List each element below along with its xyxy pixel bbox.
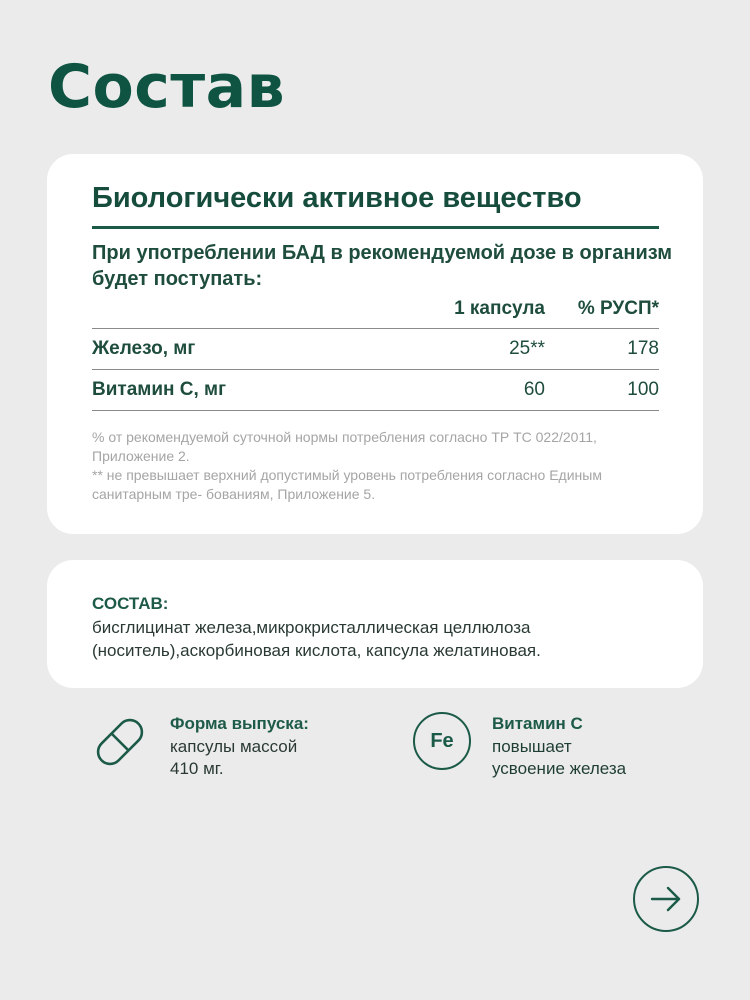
vitamin-c-text	[492, 736, 626, 780]
table-header	[92, 294, 659, 328]
nutrient-percent: 100	[627, 379, 659, 400]
vitamin-c-line-2: усвоение железа	[492, 759, 627, 778]
footnote-upper-limit: ** не превышает верхний допустимый уровень потребления согласно Единым санитарным тре- бованиям, Приложение 5.	[92, 467, 602, 502]
capsule-icon	[90, 712, 150, 772]
composition-card	[47, 560, 703, 688]
column-header-capsule: 1 капсула	[454, 298, 545, 319]
release-form-line-2: 410 мг.	[170, 759, 224, 778]
nutrient-amount: 25**	[509, 338, 545, 359]
composition-label: СОСТАВ:	[92, 594, 169, 613]
vitamin-c-line-1: повышает	[492, 737, 572, 756]
nutrient-name: Витамин С, мг	[92, 379, 227, 400]
table-row	[92, 328, 659, 369]
fe-symbol: Fe	[413, 712, 471, 770]
page-title: Состав	[48, 52, 286, 122]
footnotes	[92, 428, 672, 504]
active-substance-title: Биологически активное вещество	[92, 182, 582, 214]
active-substance-card	[47, 154, 703, 534]
fe-icon	[413, 712, 473, 772]
release-form-text	[170, 736, 297, 780]
composition-text: бисглицинат железа,микрокристаллическая целлюлоза (носитель),аскорбиновая кислота, капсула желатиновая.	[92, 618, 541, 660]
nutrient-name: Железо, мг	[92, 338, 196, 359]
title-divider	[92, 226, 659, 229]
column-header-rusp: % РУСП*	[577, 298, 659, 319]
next-button[interactable]	[633, 866, 699, 932]
nutrient-amount: 60	[523, 379, 545, 400]
dose-subtitle: При употреблении БАД в рекомендуемой дозе в организм будет поступать:	[92, 242, 672, 290]
arrow-right-icon	[648, 881, 684, 917]
release-form-line-1: капсулы массой	[170, 737, 298, 756]
release-form-title: Форма выпуска:	[170, 714, 309, 733]
nutrient-percent: 178	[627, 338, 659, 359]
table-row	[92, 369, 659, 411]
nutrient-table	[92, 294, 659, 411]
vitamin-c-title: Витамин С	[492, 714, 583, 733]
footnote-rusp: % от рекомендуемой суточной нормы потребления согласно ТР ТС 022/2011, Приложение 2.	[92, 429, 597, 464]
